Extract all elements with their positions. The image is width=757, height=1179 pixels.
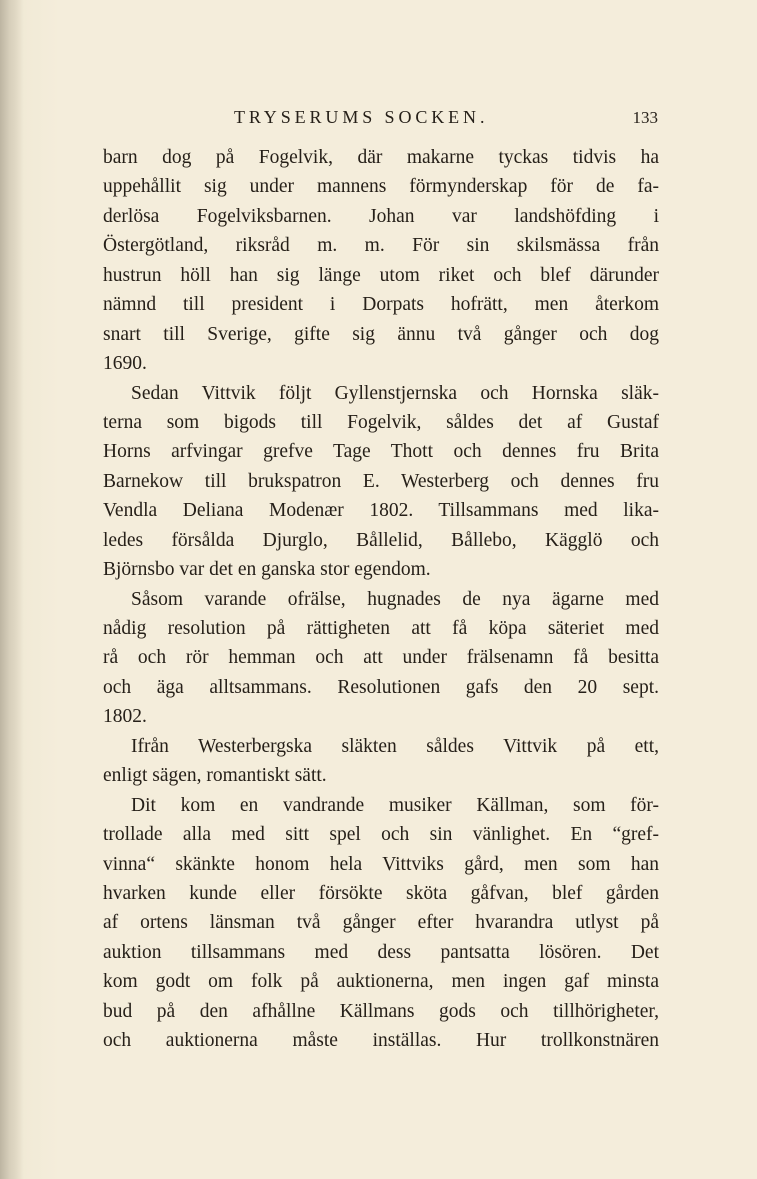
text-line: Ifrån Westerbergska släkten såldes Vittvik på ett, [131, 735, 659, 757]
text-line: 1802. [103, 706, 147, 728]
text-line: vinna“ skänkte honom hela Vittviks gård, men som han [103, 853, 659, 875]
text-line: Östergötland, riksråd m. m. För sin skilsmässa från [103, 235, 659, 257]
text-line: Dit kom en vandrande musiker Källman, som för- [131, 794, 659, 816]
text-line: bud på den afhållne Källmans gods och tillhörigheter, [103, 1000, 659, 1022]
page-number: 133 [632, 108, 658, 127]
text-line: Såsom varande ofrälse, hugnades de nya ägarne med [131, 588, 659, 610]
page-header [103, 103, 658, 133]
body-text [103, 143, 659, 1056]
text-line: af ortens länsman två gånger efter hvarandra utlyst på [103, 912, 659, 934]
text-line: 1690. [103, 353, 147, 375]
text-line: nådig resolution på rättigheten att få köpa säteriet med [103, 618, 659, 639]
text-line: trollade alla med sitt spel och sin vänlighet. En “gref- [103, 824, 659, 846]
text-line: Björnsbo var det en ganska stor egendom. [103, 559, 431, 581]
text-line: Vendla Deliana Modenær 1802. Tillsammans med lika- [103, 500, 659, 522]
text-line: rå och rör hemman och att under frälsenamn få besitta [103, 647, 659, 669]
text-line: enligt sägen, romantiskt sätt. [103, 765, 327, 787]
text-line: och äga alltsammans. Resolutionen gafs den 20 sept. [103, 676, 659, 698]
text-line: Sedan Vittvik följt Gyllenstjernska och Hornska släk- [131, 382, 659, 404]
text-line: auktion tillsammans med dess pantsatta lösören. Det [103, 941, 659, 963]
text-line: Barnekow till brukspatron E. Westerberg och dennes fru [103, 470, 659, 492]
text-line: kom godt om folk på auktionerna, men ingen gaf minsta [103, 971, 659, 993]
text-line: hustrun höll han sig länge utom riket och blef därunder [103, 264, 659, 286]
text-line: terna som bigods till Fogelvik, såldes det af Gustaf [103, 411, 659, 433]
text-line: hvarken kunde eller försökte sköta gåfvan, blef gården [103, 882, 659, 904]
text-line: uppehållit sig under mannens förmynderskap för de fa- [103, 176, 659, 198]
text-line: Horns arfvingar grefve Tage Thott och dennes fru Brita [103, 441, 659, 463]
text-line: nämnd till president i Dorpats hofrätt, men återkom [103, 294, 659, 316]
text-line: snart till Sverige, gifte sig ännu två gånger och dog [103, 323, 659, 345]
text-line: derlösa Fogelviksbarnen. Johan var landshöfding i [103, 205, 659, 227]
running-head: TRYSERUMS SOCKEN. [234, 107, 489, 127]
text-line: ledes försålda Djurglo, Bållelid, Bållebo, Kägglö och [103, 529, 659, 551]
binding-gutter [0, 0, 24, 1179]
text-line: barn dog på Fogelvik, där makarne tyckas tidvis ha [103, 147, 659, 168]
text-line: och auktionerna måste inställas. Hur trollkonstnären [103, 1030, 659, 1052]
